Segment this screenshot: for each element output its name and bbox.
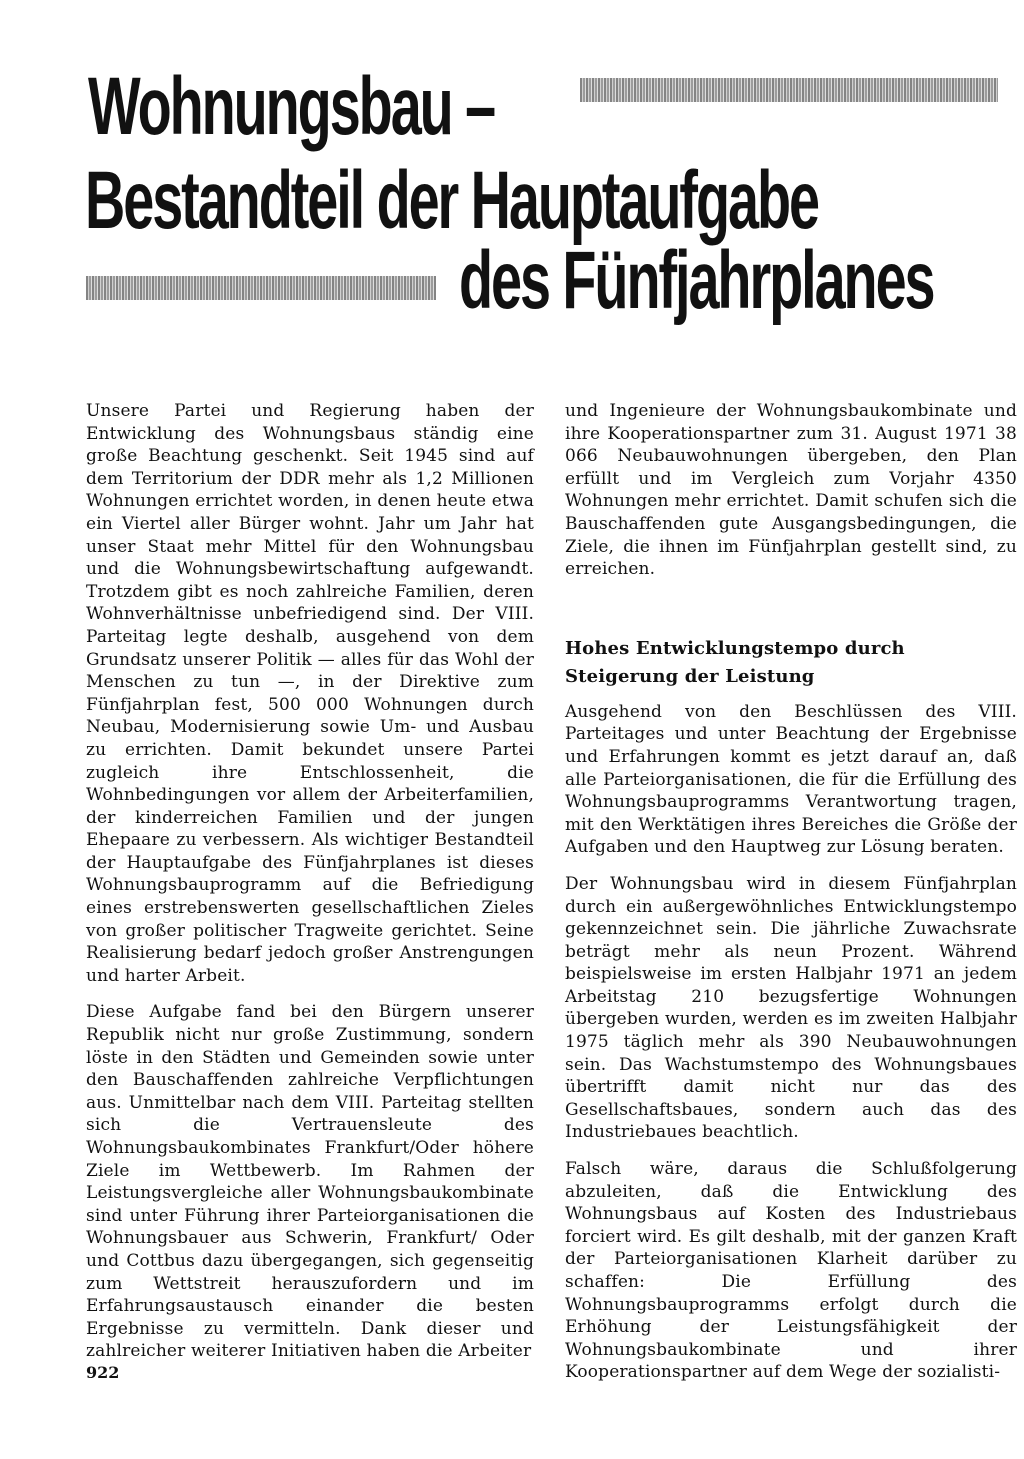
page-number: 922 [86, 1363, 120, 1382]
right-paragraph-2: Ausgehend von den Beschlüssen des VIII. Parteitages und unter Beachtung der Ergebnisse und Erfahrungen kommt es jetzt darauf an, daß alle Parteiorganisationen, die für die Erfüllung des Wohnungsbauprogramms Verantwortung tragen, mit den Werktätigen ihres Bereiches die Größe der Aufgaben und den Hauptweg zur Lösung beraten. [565, 701, 1017, 858]
right-paragraph-3: Der Wohnungsbau wird in diesem Fünfjahrplan durch ein außergewöhnliches Entwicklungstempo gekennzeichnet sein. Die jährliche Zuwachsrate beträgt mehr als neun Prozent. Während beispielsweise im ersten Halbjahr 1971 an jedem Arbeitstag 210 bezugsfertige Wohnungen übergeben wurden, werden es im zweiten Halbjahr 1975 täglich mehr als 390 Neubauwohnungen sein. Das Wachstumstempo des Wohnungsbaues übertrifft damit nicht nur das des Gesellschaftsbaues, sondern auch das des Industriebaues beachtlich. [565, 873, 1017, 1143]
title-line-1: Wohnungsbau – [88, 61, 495, 152]
right-column [565, 400, 1017, 1398]
title-line-2: Bestandteil der Hauptaufgabe [85, 155, 818, 246]
decorative-gray-bar-bottom [86, 276, 436, 300]
left-paragraph-2: Diese Aufgabe fand bei den Bürgern unserer Republik nicht nur große Zustimmung, sondern löste in den Städten und Gemeinden sowie unter den Bauschaffenden zahlreiche Verpflichtungen aus. Unmittelbar nach dem VIII. Parteitag stellten sich die Vertrauensleute des Wohnungsbaukombinates Frankfurt/Oder höhere Ziele im Wettbewerb. Im Rahmen der Leistungsvergleiche aller Wohnungsbaukombinate sind unter Führung ihrer Parteiorganisationen die Wohnungsbauer aus Schwerin, Frankfurt/ Oder und Cottbus dazu übergegangen, sich gegenseitig zum Wettstreit herauszufordern und im Erfahrungsaustausch einander die besten Ergebnisse zu vermitteln. Dank dieser und zahlreicher weiterer Initiativen haben die Arbeiter [86, 1002, 534, 1362]
left-paragraph-1: Unsere Partei und Regierung haben der Entwicklung des Wohnungsbaus ständig eine große Beachtung geschenkt. Seit 1945 sind auf dem Territorium der DDR mehr als 1,2 Millionen Wohnungen errichtet worden, in denen heute etwa ein Viertel aller Bürger wohnt. Jahr um Jahr hat unser Staat mehr Mittel für den Wohnungsbau und die Wohnungsbewirtschaftung aufgewandt. Trotzdem gibt es noch zahlreiche Familien, deren Wohnverhältnisse unbefriedigend sind. Der VIII. Parteitag legte deshalb, ausgehend von dem Grundsatz unserer Politik — alles für das Wohl der Menschen zu tun —, in der Direktive zum Fünfjahrplan fest, 500 000 Wohnungen durch Neubau, Modernisierung sowie Um- und Ausbau zu errichten. Damit bekundet unsere Partei zugleich ihre Entschlossenheit, die Wohnbedingungen vor allem der Arbeiterfamilien, der kinderreichen Familien und der jungen Ehepaare zu verbessern. Als wichtiger Bestandteil der Hauptaufgabe des Fünfjahrplanes ist dieses Wohnungsbauprogramm auf die Befriedigung eines erstrebenswerten gesellschaftlichen Zieles von großer politischer Tragweite gerichtet. Seine Realisierung bedarf jedoch großer Anstrengungen und harter Arbeit. [86, 401, 534, 986]
decorative-gray-bar-top [580, 78, 998, 102]
right-paragraph-1: und Ingenieure der Wohnungsbaukombinate und ihre Kooperationspartner zum 31. August 1971 38 066 Neubauwohnungen übergeben, den Plan erfüllt und im Vergleich zum Vorjahr 4350 Wohnungen mehr errichtet. Damit schufen sich die Bauschaffenden gute Ausgangsbedingungen, die Ziele, die ihnen im Fünfjahrplan gestellt sind, zu erreichen. [565, 401, 1017, 580]
left-column [86, 400, 534, 1377]
title-line-3: des Fünfjahrplanes [459, 235, 934, 326]
right-paragraph-4: Falsch wäre, daraus die Schlußfolgerung abzuleiten, daß die Entwicklung des Wohnungsbaus auf Kosten des Industriebaus forciert wird. Es gilt deshalb, mit der ganzen Kraft der Parteiorganisationen Klarheit darüber zu schaffen: Die Erfüllung des Wohnungsbauprogramms erfolgt durch die Erhöhung der Leistungsfähigkeit der Wohnungsbaukombinate und ihrer Kooperationspartner auf dem Wege der sozialisti- [565, 1159, 1017, 1383]
section-subheading: Hohes Entwicklungstempo durch Steigerung der Leistung [565, 637, 905, 687]
